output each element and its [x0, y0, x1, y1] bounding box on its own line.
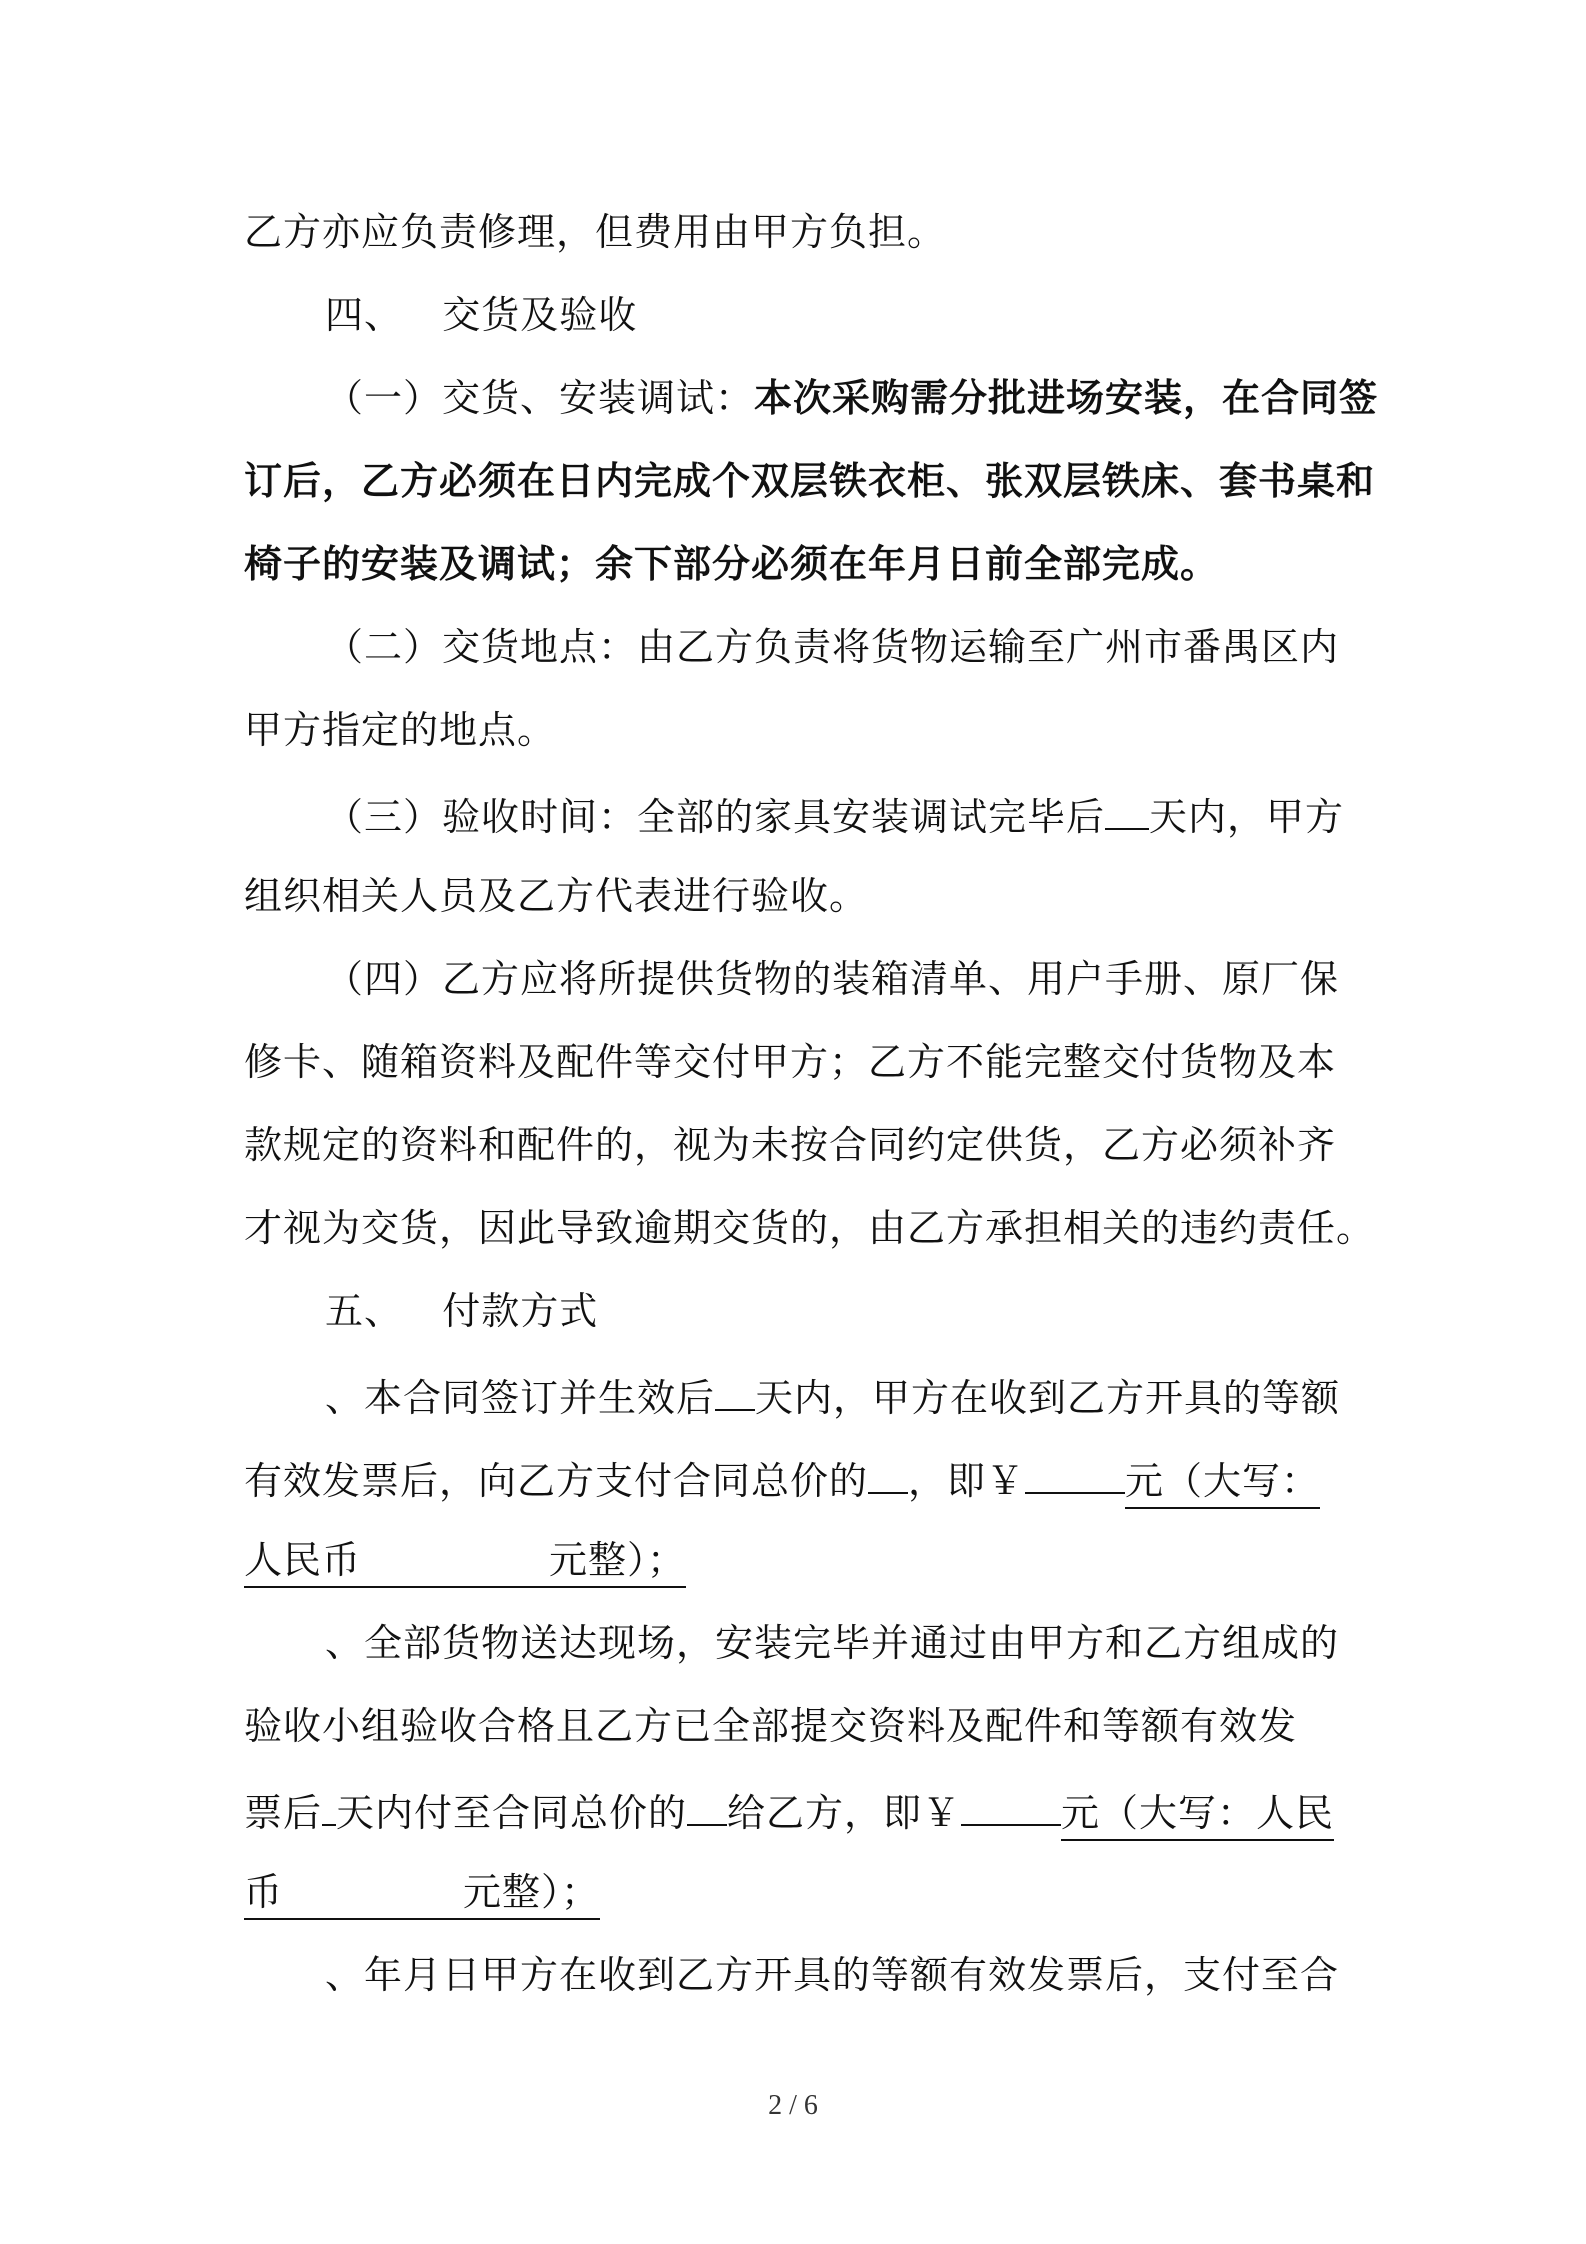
- section-heading-5: [325, 1286, 1356, 1336]
- clause-4-line-4: 才视为交货，因此导致逾期交货的，由乙方承担相关的违约责任。: [244, 1206, 1376, 1250]
- text-segment: 天内，甲方在收到乙方开具的等额: [755, 1375, 1341, 1420]
- text-segment: 天内，甲方: [1149, 794, 1345, 839]
- clause-4-line-2: 修卡、随箱资料及配件等交付甲方；乙方不能完整交付货物及本: [244, 1040, 1337, 1084]
- text-segment: 币: [244, 1870, 284, 1914]
- payment-2-line-3: [244, 1784, 1356, 1838]
- clause-3-line-2: 组织相关人员及乙方代表进行验收。: [244, 874, 869, 918]
- page-number: 2 / 6: [768, 2090, 818, 2121]
- underlined-amount: [244, 1538, 686, 1588]
- clause-2-line-1: （二）交货地点：由乙方负责将货物运输至广州市番禺区内: [325, 625, 1340, 669]
- clause-label: （一）交货、安装调试：: [325, 376, 755, 420]
- text-segment: 元整）；: [549, 1538, 687, 1582]
- heading-number: 四、: [325, 293, 404, 337]
- text-segment: 有效发票后，向乙方支付合同总价的: [244, 1458, 869, 1503]
- payment-1-line-3: [244, 1535, 1356, 1585]
- clause-3-line-1: [325, 788, 1356, 842]
- text-segment: 元（大写：: [1125, 1459, 1320, 1509]
- text-segment: ，即￥: [908, 1458, 1026, 1503]
- payment-2-line-2: 验收小组验收合格且乙方已全部提交资料及配件和等额有效发: [244, 1704, 1298, 1748]
- blank-field: [1025, 1452, 1125, 1494]
- heading-title: 交货及验收: [442, 293, 638, 337]
- payment-1-line-2: [244, 1452, 1356, 1506]
- blank-field: [687, 1784, 727, 1826]
- payment-2-line-4: [244, 1867, 1356, 1917]
- clause-4-line-3: 款规定的资料和配件的，视为未按合同约定供货，乙方必须补齐: [244, 1123, 1337, 1167]
- clause-1-line-2: 订后，乙方必须在日内完成个双层铁衣柜、张双层铁床、套书桌和: [244, 459, 1376, 503]
- clause-bold-text: 本次采购需分批进场安装，在合同签: [754, 376, 1379, 420]
- text-segment: 元整）；: [463, 1870, 601, 1914]
- text-segment: 元（大写：人民: [1061, 1791, 1334, 1841]
- clause-1-line-1: [325, 373, 1379, 423]
- text-segment: 人民币: [244, 1538, 362, 1582]
- heading-number: 五、: [325, 1289, 404, 1333]
- blank-field: [322, 1784, 336, 1826]
- clause-1-line-3: 椅子的安装及调试；余下部分必须在年月日前全部完成。: [244, 542, 1220, 586]
- payment-3-line-1: 、年月日甲方在收到乙方开具的等额有效发票后，支付至合: [325, 1953, 1340, 1997]
- section-heading-4: [325, 290, 1356, 340]
- underlined-amount: [244, 1870, 600, 1920]
- text-line: 乙方亦应负责修理，但费用由甲方负担。: [244, 210, 947, 254]
- payment-2-line-1: 、全部货物送达现场，安装完毕并通过由甲方和乙方组成的: [325, 1621, 1340, 1665]
- text-segment: 给乙方，即￥: [727, 1790, 962, 1835]
- blank-field: [1105, 788, 1149, 830]
- payment-1-line-1: [325, 1369, 1356, 1423]
- text-segment: 、本合同签订并生效后: [325, 1375, 716, 1420]
- blank-field: [961, 1784, 1061, 1826]
- text-segment: （三）验收时间：全部的家具安装调试完毕后: [325, 794, 1106, 839]
- text-segment: 票后: [244, 1790, 323, 1835]
- clause-4-line-1: （四）乙方应将所提供货物的装箱清单、用户手册、原厂保: [325, 957, 1340, 1001]
- blank-field: [715, 1369, 755, 1411]
- text-segment: 天内付至合同总价的: [336, 1790, 688, 1835]
- heading-title: 付款方式: [442, 1289, 599, 1333]
- clause-2-line-2: 甲方指定的地点。: [244, 708, 557, 752]
- blank-field: [868, 1452, 908, 1494]
